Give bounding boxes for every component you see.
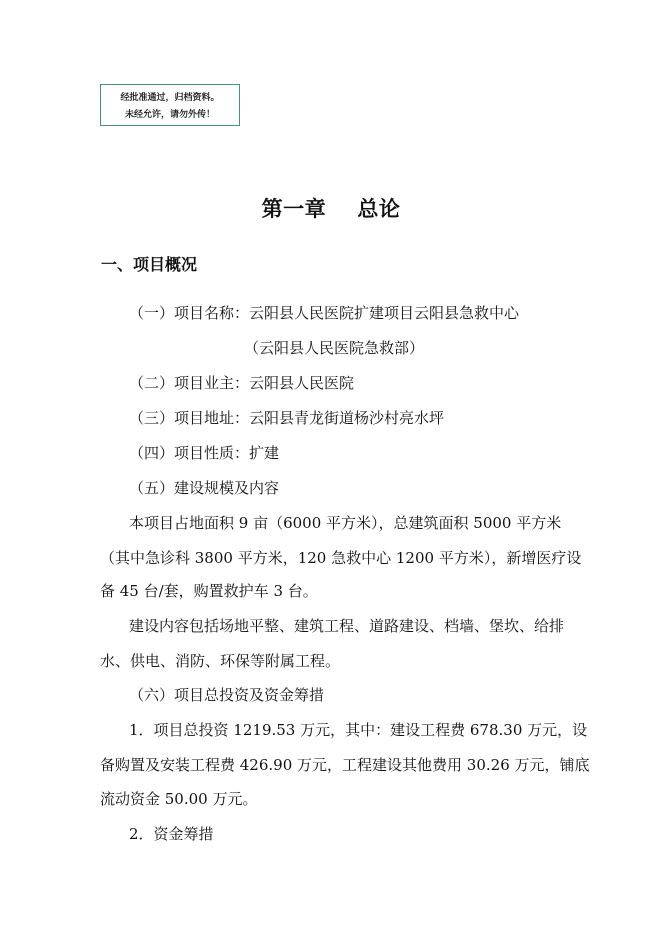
archive-stamp <box>100 84 240 126</box>
stamp-line-1: 经批准通过，归档资料。 <box>120 93 220 103</box>
project-name-line-1: （一）项目名称：云阳县人民医院扩建项目云阳县急救中心 <box>129 304 520 322</box>
scale-heading: （五）建设规模及内容 <box>129 479 280 497</box>
project-nature: （四）项目性质：扩建 <box>129 444 280 462</box>
investment-paragraph-line-2: 备购置及安装工程费 426.90 万元，工程建设其他费用 30.26 万元，铺底 <box>100 756 590 774</box>
project-address: （三）项目地址：云阳县青龙街道杨沙村亮水坪 <box>129 409 445 427</box>
project-owner: （二）项目业主：云阳县人民医院 <box>129 374 355 392</box>
content-paragraph-line-1: 建设内容包括场地平整、建筑工程、道路建设、档墙、堡坎、给排 <box>129 617 565 635</box>
scale-paragraph-line-2: （其中急诊科 3800 平方米，120 急救中心 1200 平方米），新增医疗设 <box>100 549 582 567</box>
scale-paragraph-line-3: 备 45 台/套，购置救护车 3 台。 <box>100 582 318 600</box>
stamp-line-2: 未经允许，请勿外传！ <box>124 110 215 120</box>
funding-heading: 2．资金筹措 <box>129 825 214 843</box>
project-name-line-2: （云阳县人民医院急救部） <box>244 339 425 357</box>
investment-paragraph-line-1: 1．项目总投资 1219.53 万元，其中：建设工程费 678.30 万元，设 <box>129 721 588 739</box>
investment-heading: （六）项目总投资及资金筹措 <box>129 686 325 704</box>
content-paragraph-line-2: 水、供电、消防、环保等附属工程。 <box>100 652 341 670</box>
chapter-title: 第一章 总论 <box>261 197 401 221</box>
scale-paragraph-line-1: 本项目占地面积 9 亩（6000 平方米），总建筑面积 5000 平方米 <box>129 514 562 532</box>
section-title: 一、项目概况 <box>101 255 198 274</box>
investment-paragraph-line-3: 流动资金 50.00 万元。 <box>100 790 258 808</box>
